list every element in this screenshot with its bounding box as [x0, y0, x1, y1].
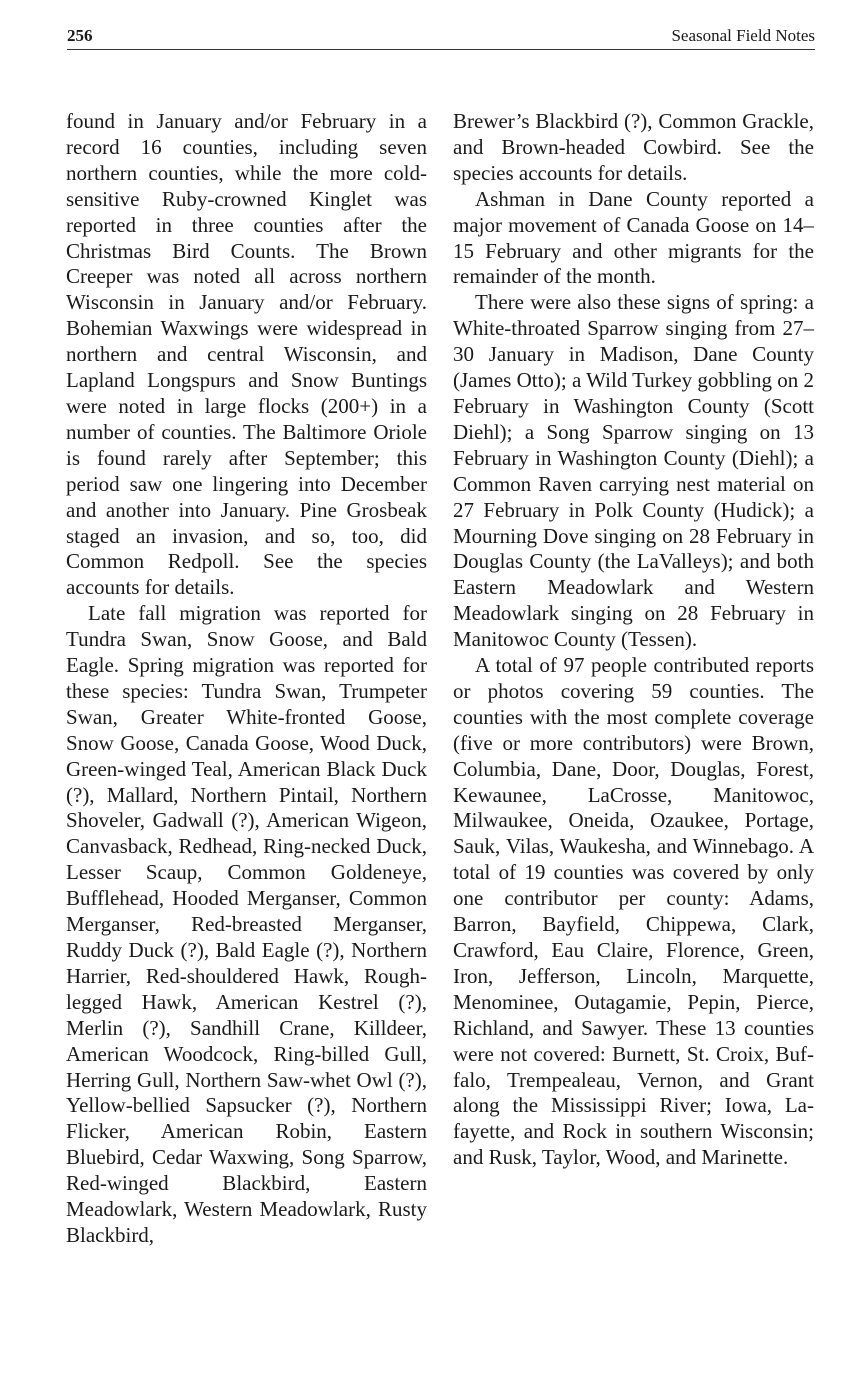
paragraph-ashman: Ashman in Dane County reported a major movement of Canada Goose on 14–15 February and other migrants for the remainder of the month.: [453, 186, 814, 289]
left-column: [66, 109, 427, 1249]
paragraph-continued: found in January and/or February in a record 16 counties, including seven northern counties, while the more cold-sensitive Ruby-crowned Kinglet was reported in three counties after the Christmas Bird Counts. The Brown Creeper was noted all across northern Wisconsin in January and/or February. Bohemian Waxwings were widespread in northern and central Wisconsin, and Lapland Longspurs and Snow Buntings were noted in large flocks (200+) in a number of counties. The Baltimore Oriole is found rarely after September; this period saw one lingering into December and another into January. Pine Grosbeak staged an invasion, and so, too, did Common Redpoll. See the species accounts for details.: [66, 109, 427, 600]
paragraph-contributors: A total of 97 people contributed reports or photos covering 59 counties. The counties with the most complete coverage (five or more contributors) were Brown, Columbia, Dane, Door, Douglas, Forest, Kewaunee, LaCrosse, Manitowoc, Milwaukee, Oneida, Ozaukee, Portage, Sauk, Vilas, Waukesha, and Winnebago. A total of 19 counties was covered by only one contributor per county: Adams, Barron, Bayfield, Chippewa, Clark, Crawford, Eau Claire, Florence, Green, Iron, Jefferson, Lincoln, Marquette, Menominee, Outagamie, Pepin, Pierce, Richland, and Sawyer. These 13 counties were not covered: Burnett, St. Croix, Buffalo, Trempealeau, Vernon, and Grant along the Mississippi River; Iowa, Lafayette, and Rock in southern Wisconsin; and Rusk, Taylor, Wood, and Marinette.: [453, 653, 814, 1170]
running-title: Seasonal Field Notes: [671, 26, 815, 45]
paragraph-signs-of-spring: There were also these signs of spring: a White-throated Sparrow singing from 27–30 January in Madison, Dane County (James Otto); a Wild Turkey gobbling on 2 February in Washington County (Scott Diehl); a Song Sparrow singing on 13 February in Washington County (Diehl); a Common Raven carrying nest material on 27 February in Polk County (Hudick); a Mourning Dove singing on 28 February in Douglas County (the LaValleys); and both Eastern Meadowlark and Western Meadowlark singing on 28 February in Manitowoc County (Tessen).: [453, 290, 815, 652]
running-header: [67, 25, 815, 50]
page-number: 256: [67, 26, 93, 45]
paragraph-migration: Late fall migration was reported for Tundra Swan, Snow Goose, and Bald Eagle. Spring migration was reported for these species: Tundra Swan, Trumpeter Swan, Greater White-fronted Goose, Snow Goose, Canada Goose, Wood Duck, Green-winged Teal, American Black Duck (?), Mallard, Northern Pintail, Northern Shoveler, Gadwall (?), American Wigeon, Canvasback, Redhead, Ring-necked Duck, Lesser Scaup, Common Goldeneye, Bufflehead, Hooded Merganser, Common Merganser, Red-breasted Merganser, Ruddy Duck (?), Bald Eagle (?), Northern Harrier, Red-shouldered Hawk, Rough-legged Hawk, American Kestrel (?), Merlin (?), Sandhill Crane, Killdeer, American Woodcock, Ring-billed Gull, Herring Gull, Northern Saw-whet Owl (?), Yellow-bellied Sapsucker (?), Northern Flicker, American Robin, Eastern Bluebird, Cedar Waxwing, Song Sparrow, Red-winged Blackbird, Eastern Meadowlark, Western Meadowlark, Rusty Blackbird,: [66, 601, 427, 1247]
right-column: [453, 109, 814, 1171]
paragraph-continued: Brewer’s Blackbird (?), Common Grackle, and Brown-headed Cowbird. See the species accounts for details.: [453, 109, 814, 185]
